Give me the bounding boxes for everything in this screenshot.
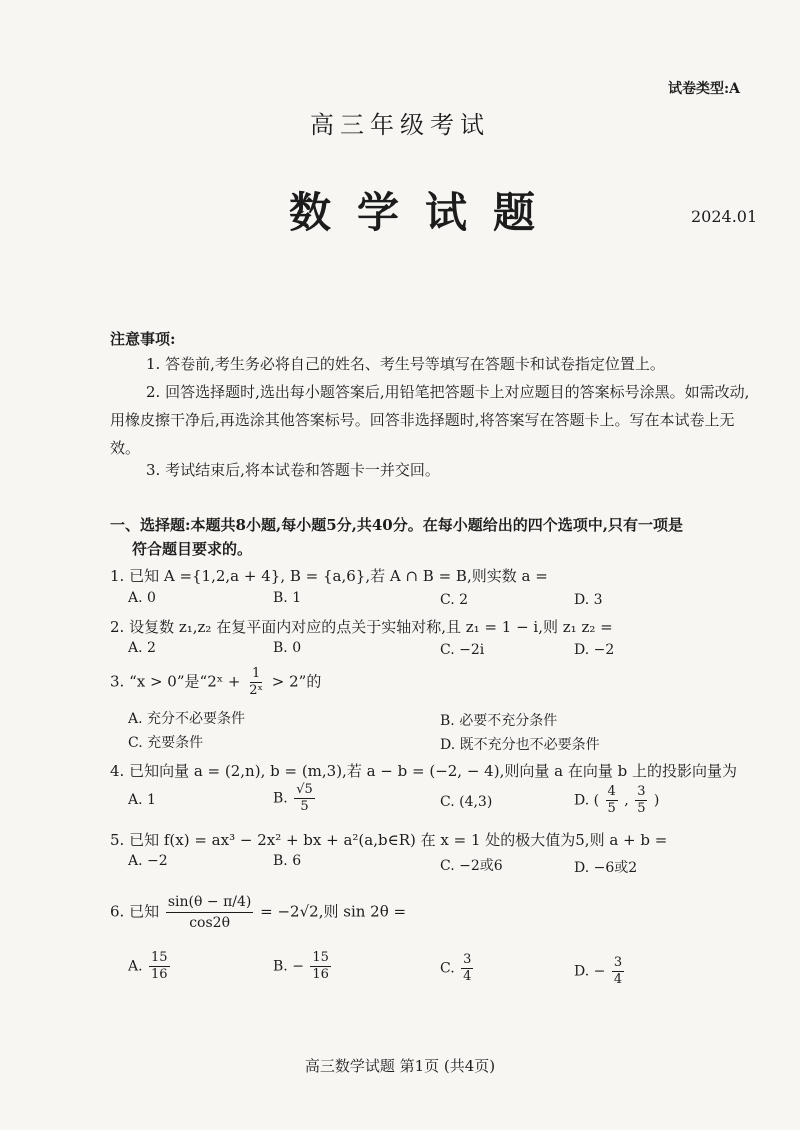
q3-frac-num: 1 [251, 666, 261, 681]
question-2-stem: 2. 设复数 z₁,z₂ 在复平面内对应的点关于实轴对称,且 z₁ = 1 − i,则 z₁ z₂ = [110, 618, 613, 636]
q4-d-fraction-1 [606, 784, 618, 817]
note-item: 2. 回答选择题时,选出每小题答案后,用铅笔把答题卡上对应题目的答案标号涂黑。如需改动,用橡皮擦干净后,再选涂其他答案标号。回答非选择题时,将答案写在答题卡上。写在本试卷上无效。 [110, 383, 750, 457]
q2-option-b: B. 0 [273, 640, 302, 656]
question-6-stem [110, 892, 406, 933]
subject-title: 数学试题 [288, 188, 561, 237]
q6-c-num: 3 [463, 952, 472, 967]
q6-option-d [574, 955, 626, 988]
q3-option-b: B. 必要不充分条件 [440, 713, 558, 729]
q4-d-num2: 3 [637, 784, 646, 799]
q6-option-c-label: C. [440, 960, 455, 977]
q4-option-a: A. 1 [128, 792, 156, 808]
exam-date: 2024.01 [691, 207, 758, 226]
q6-b-fraction [310, 950, 331, 983]
q6-a-fraction [149, 950, 170, 983]
q6-d-num: 3 [613, 955, 623, 970]
q2-option-c: C. −2i [440, 642, 485, 658]
q4-b-den: 5 [300, 799, 309, 814]
q6-frac-num: sin(θ − π/4) [166, 892, 254, 913]
q1-option-a: A. 0 [128, 590, 156, 606]
q3-option-d: D. 既不充分也不必要条件 [440, 737, 600, 753]
q6-stem-fraction [166, 892, 254, 933]
q4-option-d [574, 784, 659, 817]
exam-name: 高三年级考试 [310, 111, 490, 139]
q6-option-b-label: B. − [273, 958, 304, 975]
q4-option-c: C. (4,3) [440, 794, 493, 810]
q5-option-c: C. −2或6 [440, 858, 503, 874]
question-3-stem [110, 666, 321, 699]
q1-option-c: C. 2 [440, 592, 469, 608]
section-title-cont: 符合题目要求的。 [132, 540, 253, 558]
q6-c-den: 4 [463, 969, 472, 984]
q3-option-a: A. 充分不必要条件 [128, 711, 246, 727]
section-title: 一、选择题:本题共8小题,每小题5分,共40分。在每小题给出的四个选项中,只有一项是 [110, 516, 683, 534]
q6-b-den: 16 [312, 967, 329, 982]
q2-option-a: A. 2 [128, 640, 156, 656]
q4-d-close: ) [653, 792, 660, 809]
q1-option-b: B. 1 [273, 590, 302, 606]
q4-d-fraction-2 [635, 784, 647, 817]
q2-option-d: D. −2 [574, 642, 615, 658]
q4-option-b-fraction [294, 782, 315, 815]
q6-option-a [128, 950, 172, 983]
q6-d-den: 4 [613, 972, 623, 987]
q4-option-b-label: B. [273, 790, 288, 807]
q6-stem-pre: 6. 已知 [110, 902, 160, 921]
q6-option-c [440, 952, 475, 985]
q6-option-a-label: A. [128, 958, 143, 975]
q6-b-num: 15 [312, 950, 329, 965]
q3-option-c: C. 充要条件 [128, 735, 204, 751]
q6-option-b [273, 950, 333, 983]
page-footer: 高三数学试题 第1页 (共4页) [304, 1057, 496, 1075]
q1-option-d: D. 3 [574, 592, 603, 608]
question-4-stem: 4. 已知向量 a = (2,n), b = (m,3),若 a − b = (−2, − 4),则向量 a 在向量 b 上的投影向量为 [110, 762, 737, 780]
q4-d-sep: , [624, 792, 629, 809]
q4-option-b [273, 782, 317, 815]
q5-option-b: B. 6 [273, 853, 302, 869]
q4-d-den1: 5 [607, 801, 616, 816]
q6-a-den: 16 [151, 967, 168, 982]
q6-stem-post: = −2√2,则 sin 2θ = [260, 902, 407, 921]
note-item: 1. 答卷前,考生务必将自己的姓名、考生号等填写在答题卡和试卷指定位置上。 [146, 355, 665, 373]
q6-option-d-label: D. − [574, 963, 606, 980]
q5-option-a: A. −2 [128, 853, 168, 869]
q3-frac-den: 2ˣ [249, 683, 263, 698]
question-5-stem: 5. 已知 f(x) = ax³ − 2x² + bx + a²(a,b∈R) 在 x = 1 处的极大值为5,则 a + b = [110, 831, 668, 849]
q6-c-fraction [461, 952, 473, 985]
q3-stem-pre: 3. “x > 0”是“2ˣ + [110, 672, 241, 691]
q3-stem-fraction [247, 666, 265, 699]
q6-d-fraction [612, 955, 624, 988]
q4-d-den2: 5 [637, 801, 646, 816]
q5-option-d: D. −6或2 [574, 860, 638, 876]
q4-b-num: √5 [296, 782, 313, 797]
note-item: 3. 考试结束后,将本试卷和答题卡一并交回。 [146, 461, 440, 479]
q4-option-d-label: D. ( [574, 792, 600, 809]
q3-stem-post: > 2”的 [271, 672, 322, 691]
q6-frac-den: cos2θ [189, 915, 231, 931]
q4-d-num1: 4 [607, 784, 616, 799]
exam-type: 试卷类型:A [668, 81, 741, 97]
q6-a-num: 15 [151, 950, 168, 965]
question-1-stem: 1. 已知 A ={1,2,a + 4}, B = {a,6},若 A ∩ B = B,则实数 a = [110, 567, 548, 585]
notes-title: 注意事项: [110, 330, 176, 348]
